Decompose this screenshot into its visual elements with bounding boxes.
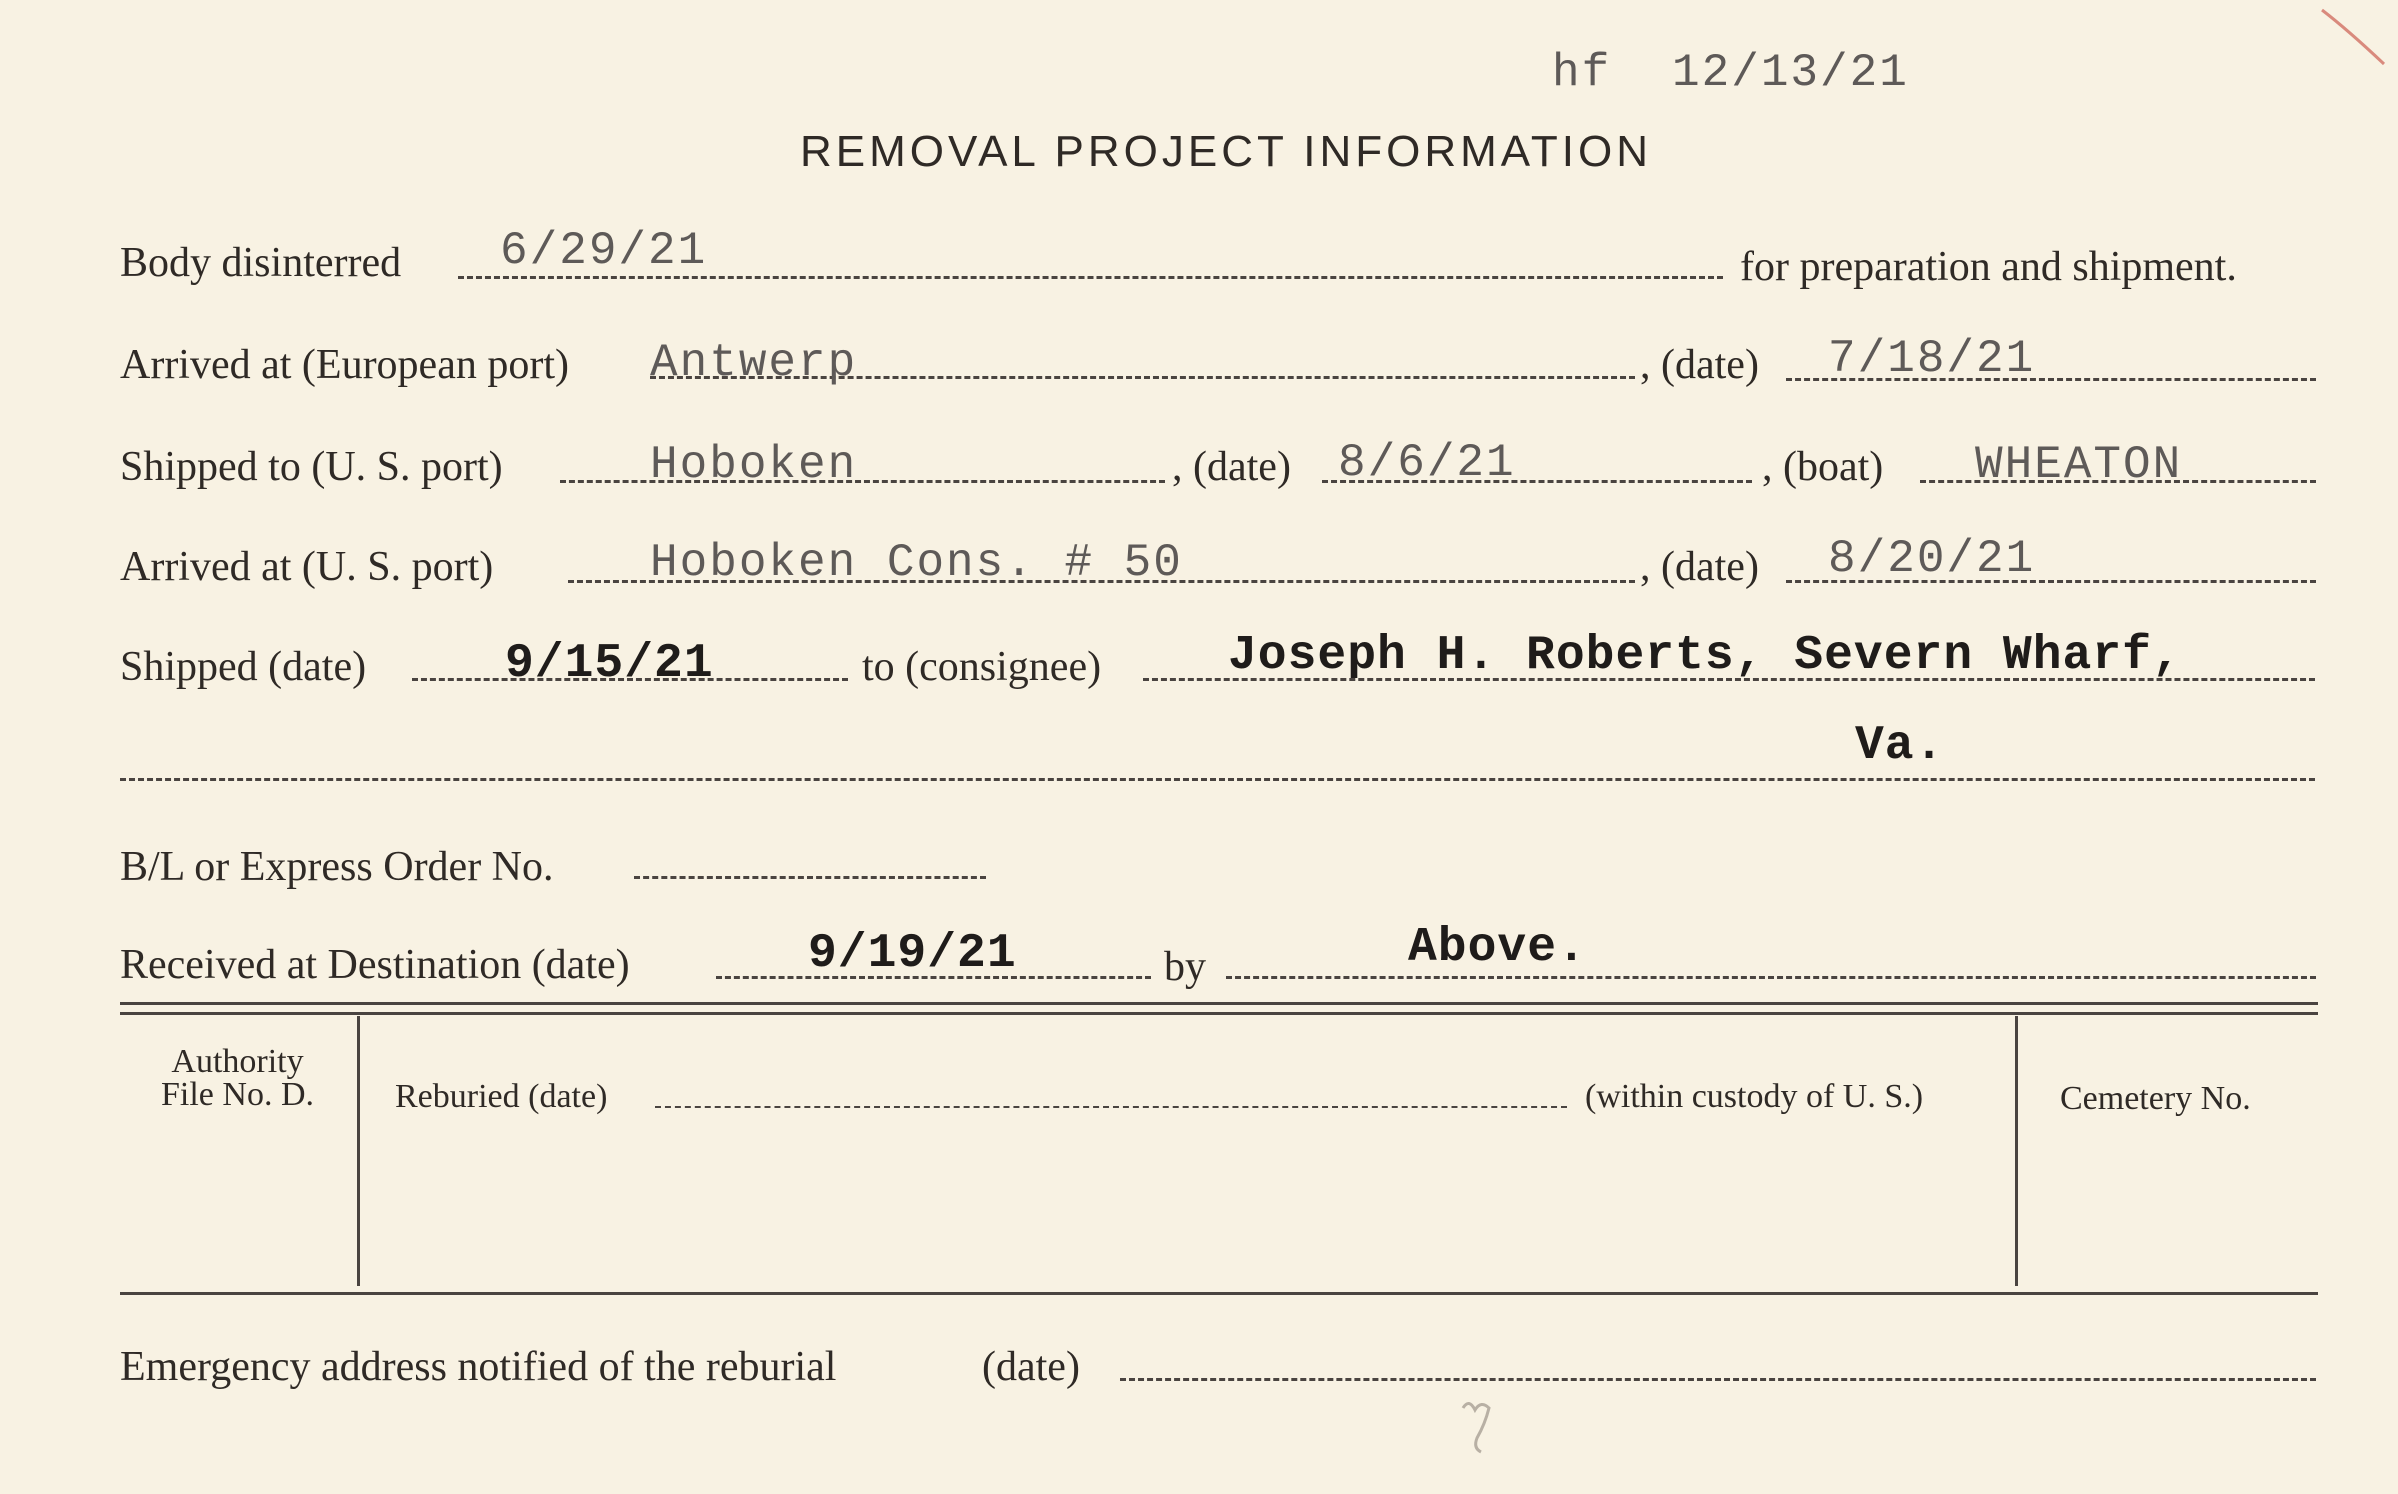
authority-label-line1: Authority bbox=[171, 1043, 304, 1080]
european-port-label: Arrived at (European port) bbox=[120, 342, 569, 388]
shipped-date-label: Shipped (date) bbox=[120, 644, 367, 690]
custody-label: (within custody of U. S.) bbox=[1585, 1078, 1924, 1115]
consignee-value: Joseph H. Roberts, Severn Wharf, bbox=[1228, 629, 2182, 683]
received-by-value: Above. bbox=[1408, 921, 1587, 975]
received-label: Received at Destination (date) bbox=[120, 942, 630, 988]
box-top-rule-1 bbox=[120, 1002, 2318, 1005]
european-port-value: Antwerp bbox=[650, 337, 858, 389]
us-port-arrived-value: Hoboken Cons. # 50 bbox=[650, 537, 1183, 589]
boat-value: WHEATON bbox=[1975, 439, 2183, 491]
received-by-line bbox=[1226, 976, 2316, 979]
emergency-date-label: (date) bbox=[982, 1344, 1080, 1390]
pencil-mark-icon bbox=[1455, 1390, 1515, 1460]
reburied-label: Reburied (date) bbox=[395, 1078, 608, 1115]
bl-order-line bbox=[634, 876, 986, 879]
box-top-rule-2 bbox=[120, 1012, 2318, 1015]
boat-label: , (boat) bbox=[1762, 444, 1884, 490]
box-divider-right bbox=[2015, 1016, 2018, 1286]
corner-mark-icon bbox=[2318, 0, 2398, 80]
card-title: REMOVAL PROJECT INFORMATION bbox=[800, 127, 1652, 176]
us-port-arrived-date-label: , (date) bbox=[1640, 544, 1759, 590]
stamp-date: 12/13/21 bbox=[1672, 47, 1909, 99]
european-date-label: , (date) bbox=[1640, 342, 1759, 388]
consignee-label: to (consignee) bbox=[862, 644, 1102, 690]
consignee-second-line bbox=[120, 778, 2315, 781]
box-divider-left bbox=[357, 1016, 360, 1286]
us-port-arrived-label: Arrived at (U. S. port) bbox=[120, 544, 494, 590]
us-port-shipped-date-value: 8/6/21 bbox=[1338, 437, 1516, 489]
body-disinterred-suffix: for preparation and shipment. bbox=[1740, 244, 2237, 290]
us-port-arrived-date-value: 8/20/21 bbox=[1828, 533, 2036, 585]
body-disinterred-label: Body disinterred bbox=[120, 240, 402, 286]
body-disinterred-date: 6/29/21 bbox=[500, 225, 708, 277]
european-date-value: 7/18/21 bbox=[1828, 333, 2036, 385]
box-bottom-rule bbox=[120, 1292, 2318, 1295]
us-port-shipped-label: Shipped to (U. S. port) bbox=[120, 444, 503, 490]
emergency-label: Emergency address notified of the reburial bbox=[120, 1344, 837, 1390]
bl-order-label: B/L or Express Order No. bbox=[120, 844, 554, 890]
authority-label-line2: File No. D. bbox=[161, 1076, 314, 1113]
received-date-value: 9/19/21 bbox=[808, 927, 1017, 981]
cemetery-label: Cemetery No. bbox=[2060, 1080, 2251, 1117]
us-port-shipped-date-label: , (date) bbox=[1172, 444, 1291, 490]
consignee-value-line2: Va. bbox=[1855, 719, 1945, 773]
stamp-initials: hf bbox=[1552, 47, 1612, 99]
received-by-label: by bbox=[1164, 944, 1206, 990]
reburied-line bbox=[655, 1106, 1567, 1108]
shipped-date-value: 9/15/21 bbox=[505, 637, 714, 691]
us-port-shipped-value: Hoboken bbox=[650, 439, 858, 491]
emergency-line bbox=[1120, 1378, 2316, 1381]
